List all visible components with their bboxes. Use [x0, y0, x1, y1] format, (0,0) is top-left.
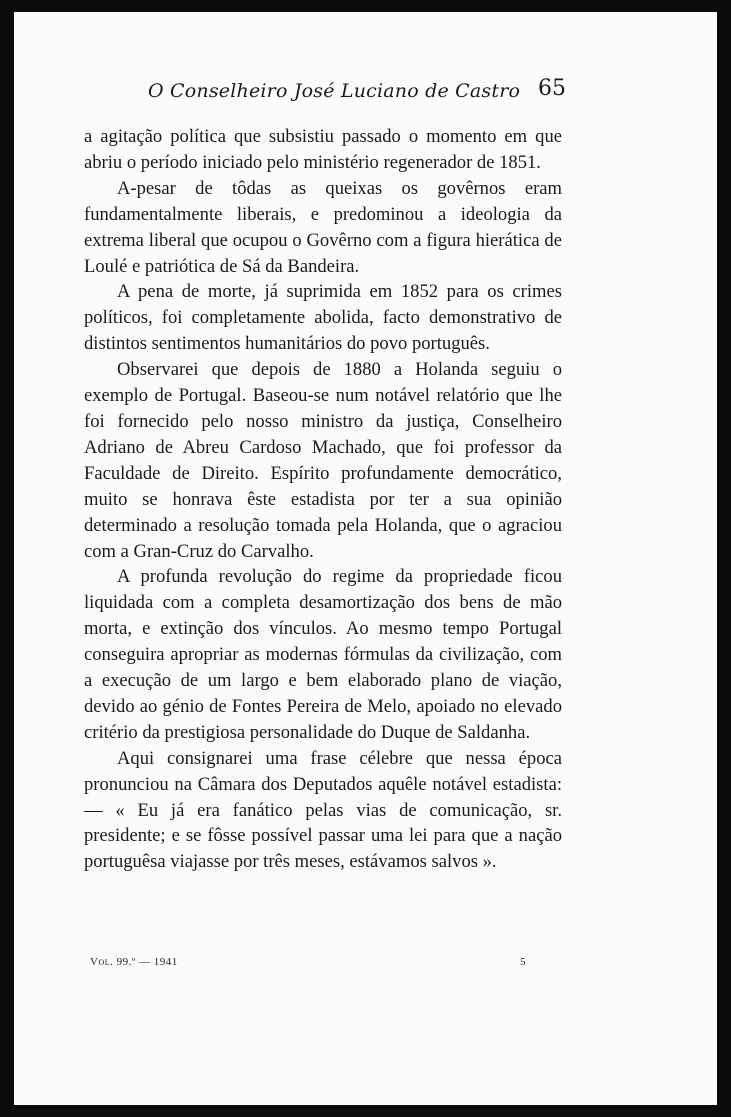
paragraph-1: a agitação política que subsistiu passado o momento em que abriu o período iniciado pelo ministério regenerador de 1851. [84, 126, 562, 173]
page-number: 65 [538, 76, 566, 101]
paragraph-6: Aqui consignarei uma frase célebre que nessa época pronunciou na Câmara dos Deputados aquêle notável estadista: — « Eu já era fanático pelas vias de comunicação, sr. presidente; e se fôsse possível passar uma lei para que a nação portuguêsa viajasse por três meses, estávamos salvos ». [84, 747, 562, 873]
body-text [84, 124, 562, 875]
paragraph-5: A profunda revolução do regime da propriedade ficou liquidada com a completa desamortização dos bens de mão morta, e extinção dos vínculos. Ao mesmo tempo Portugal conseguira apropriar as modernas fórmulas da civilização, com a execução de um largo e bem elaborado plano de viação, devido ao génio de Fontes Pereira de Melo, apoiado no elevado critério da prestigiosa personalidade do Duque de Saldanha. [84, 566, 562, 743]
page-footer [14, 956, 717, 976]
paragraph-3: A pena de morte, já suprimida em 1852 para os crimes políticos, foi completamente abolida, facto demonstrativo de distintos sentimentos humanitários do povo português. [84, 281, 562, 355]
signature-mark: 5 [520, 956, 526, 968]
book-page [14, 12, 717, 1105]
page-header [14, 74, 717, 106]
paragraph-2: A-pesar de tôdas as queixas os govêrnos eram fundamentalmente liberais, e predominou a ideologia da extrema liberal que ocupou o Govêrno com a figura hierática de Loulé e patriótica de Sá da Bandeira. [84, 177, 562, 277]
volume-line: Vol. 99.º — 1941 [90, 956, 178, 968]
running-title: O Conselheiro José Luciano de Castro [148, 80, 521, 102]
paragraph-4: Observarei que depois de 1880 a Holanda seguiu o exemplo de Portugal. Baseou-se num notável relatório que lhe foi fornecido pelo nosso ministro da justiça, Conselheiro Adriano de Abreu Cardoso Machado, que foi professor da Faculdade de Direito. Espírito profundamente democrático, muito se honrava êste estadista por ter a sua opinião determinado a resolução tomada pela Holanda, que o agraciou com a Gran-Cruz do Carvalho. [84, 359, 562, 562]
